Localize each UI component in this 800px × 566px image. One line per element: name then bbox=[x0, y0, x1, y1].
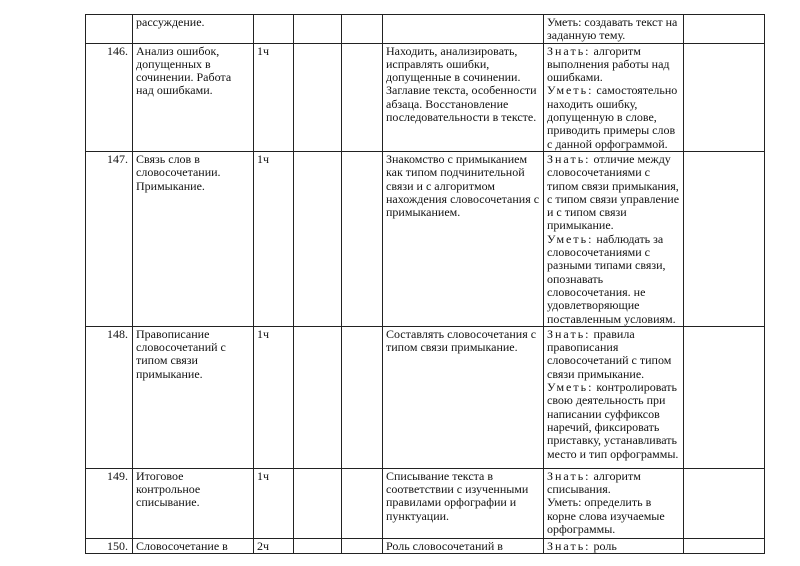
lesson-topic: рассуждение. bbox=[133, 15, 254, 44]
lesson-hours: 1ч bbox=[254, 43, 294, 151]
know-requirement bbox=[547, 470, 680, 497]
knowledge-skills bbox=[544, 326, 684, 468]
lesson-topic: Словосочетание в bbox=[133, 538, 254, 553]
can-label: Уметь: bbox=[547, 380, 594, 395]
empty-cell bbox=[684, 151, 765, 326]
lesson-topic: Итоговое контрольное списывание. bbox=[133, 468, 254, 538]
lesson-topic: Анализ ошибок, допущенных в сочинении. Работа над ошибками. bbox=[133, 43, 254, 151]
lesson-activity: Списывание текста в соответствии с изученными правилами орфографии и пунктуации. bbox=[383, 468, 544, 538]
can-label: Уметь: bbox=[547, 231, 594, 246]
know-label: Знать: bbox=[547, 326, 591, 341]
lesson-hours bbox=[254, 15, 294, 44]
lesson-topic: Связь слов в словосочетании. Примыкание. bbox=[133, 151, 254, 326]
lesson-number: 150. bbox=[86, 538, 133, 553]
know-requirement bbox=[547, 328, 680, 381]
empty-cell bbox=[684, 538, 765, 553]
lesson-hours: 1ч bbox=[254, 326, 294, 468]
empty-cell bbox=[294, 151, 342, 326]
know-label: Знать: bbox=[547, 151, 591, 166]
lesson-activity: Роль словосочетаний в bbox=[383, 538, 544, 553]
can-text: определить в корне слова изучаемые орфограммы. bbox=[547, 495, 665, 537]
know-label: Знать: bbox=[547, 43, 591, 58]
empty-cell bbox=[684, 326, 765, 468]
empty-cell bbox=[294, 43, 342, 151]
know-requirement bbox=[547, 153, 680, 233]
know-requirement bbox=[547, 540, 680, 553]
table-row bbox=[86, 15, 765, 44]
can-label: Уметь: bbox=[547, 495, 582, 510]
can-requirement bbox=[547, 84, 680, 150]
empty-cell bbox=[684, 468, 765, 538]
know-text: правила правописания словосочетаний с типом связи примыкание. bbox=[547, 326, 672, 381]
lesson-plan-table bbox=[85, 14, 765, 554]
lesson-activity bbox=[383, 15, 544, 44]
can-text: самостоятельно находить ошибку, допущенную в слове, приводить примеры слов с данной орфограммой. bbox=[547, 83, 678, 151]
know-text: роль bbox=[593, 538, 617, 553]
empty-cell bbox=[342, 15, 383, 44]
empty-cell bbox=[684, 15, 765, 44]
can-requirement bbox=[547, 381, 680, 461]
lesson-number: 146. bbox=[86, 43, 133, 151]
lesson-hours: 2ч bbox=[254, 538, 294, 553]
empty-cell bbox=[294, 468, 342, 538]
knowledge-skills bbox=[544, 538, 684, 553]
lesson-number bbox=[86, 15, 133, 44]
lesson-activity: Знакомство с примыканием как типом подчинительной связи и с алгоритмом нахождения словосочетания с примыканием. bbox=[383, 151, 544, 326]
can-requirement bbox=[547, 16, 680, 43]
know-requirement bbox=[547, 45, 680, 85]
empty-cell bbox=[342, 468, 383, 538]
empty-cell bbox=[342, 538, 383, 553]
can-requirement bbox=[547, 496, 680, 536]
empty-cell bbox=[684, 43, 765, 151]
empty-cell bbox=[342, 326, 383, 468]
table-row bbox=[86, 151, 765, 326]
know-label: Знать: bbox=[547, 538, 591, 553]
table-row bbox=[86, 468, 765, 538]
can-requirement bbox=[547, 233, 680, 326]
knowledge-skills bbox=[544, 468, 684, 538]
can-text: наблюдать за словосочетаниями с разными типами связи, опознавать словосочетания. не удовлетворяющие поставленным условиям. bbox=[547, 231, 676, 326]
lesson-hours: 1ч bbox=[254, 151, 294, 326]
can-text: контролировать свою деятельность при написании суффиксов наречий, фиксировать приставку, устанавливать место и тип орфограммы. bbox=[547, 380, 679, 461]
empty-cell bbox=[294, 15, 342, 44]
lesson-number: 147. bbox=[86, 151, 133, 326]
can-label: Уметь: bbox=[547, 15, 582, 29]
lesson-topic: Правописание словосочетаний с типом связи примыкание. bbox=[133, 326, 254, 468]
can-label: Уметь: bbox=[547, 83, 594, 98]
know-text: алгоритм выполнения работы над ошибками. bbox=[547, 43, 670, 85]
empty-cell bbox=[342, 43, 383, 151]
table-row bbox=[86, 326, 765, 468]
lesson-hours: 1ч bbox=[254, 468, 294, 538]
knowledge-skills bbox=[544, 43, 684, 151]
table-row bbox=[86, 43, 765, 151]
lesson-activity: Находить, анализировать, исправлять ошибки, допущенные в сочинении. Заглавие текста, особенности абзаца. Восстановление последовательности в тексте. bbox=[383, 43, 544, 151]
know-label: Знать: bbox=[547, 468, 591, 483]
empty-cell bbox=[294, 538, 342, 553]
empty-cell bbox=[294, 326, 342, 468]
table-row bbox=[86, 538, 765, 553]
lesson-number: 149. bbox=[86, 468, 133, 538]
know-text: отличие между словосочетаниями с типом связи примыкания, с типом связи управление и с типом связи примыкание. bbox=[547, 151, 680, 233]
knowledge-skills bbox=[544, 15, 684, 44]
know-text: алгоритм списывания. bbox=[547, 468, 641, 497]
lesson-number: 148. bbox=[86, 326, 133, 468]
lesson-activity: Составлять словосочетания с типом связи примыкание. bbox=[383, 326, 544, 468]
knowledge-skills bbox=[544, 151, 684, 326]
can-text: создавать текст на заданную тему. bbox=[547, 15, 678, 43]
empty-cell bbox=[342, 151, 383, 326]
